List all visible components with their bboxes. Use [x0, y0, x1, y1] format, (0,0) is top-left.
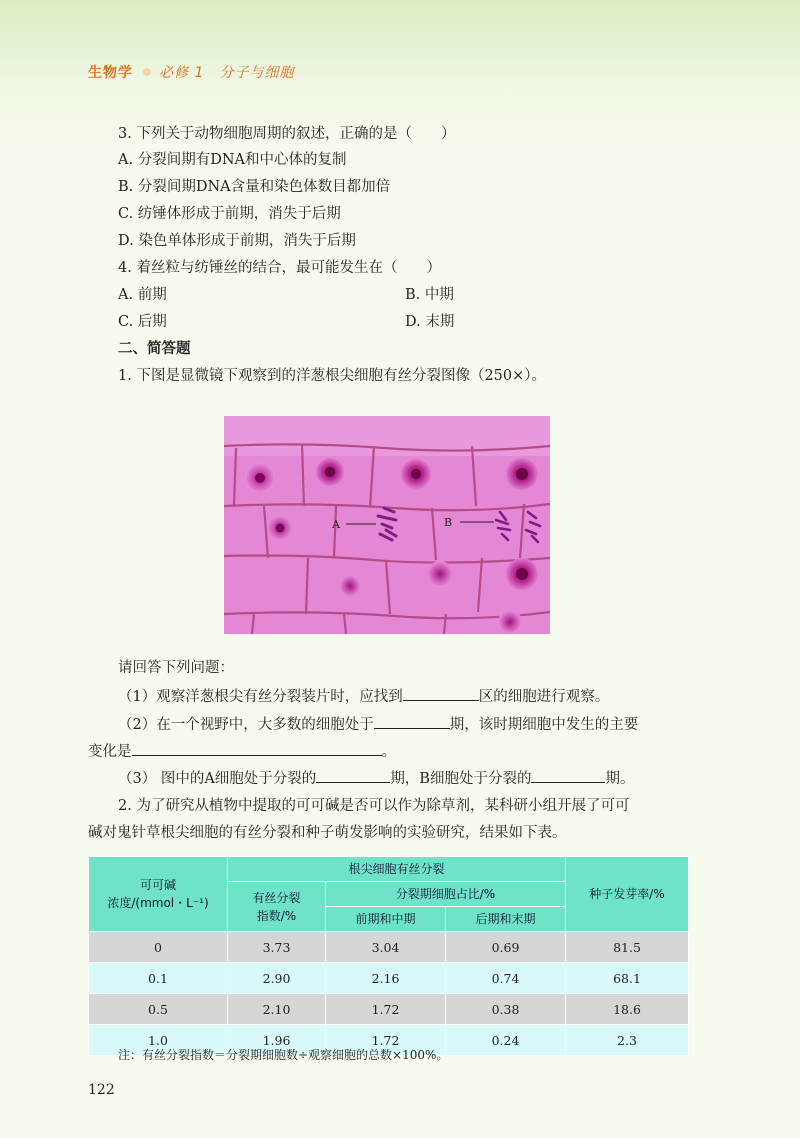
header-subject: 生物学: [88, 65, 133, 81]
running-header: [88, 62, 294, 82]
table-cell: 1.72: [326, 994, 446, 1025]
q4-stem: 4. 着丝粒与纺锤丝的结合，最可能发生在（ ）: [118, 260, 441, 276]
table-cell: 2.3: [566, 1025, 689, 1056]
q3-option-c: C. 纺锤体形成于前期，消失于后期: [118, 206, 341, 222]
table-cell: 68.1: [566, 963, 689, 994]
table-cell: 0.38: [446, 994, 566, 1025]
table-cell: 0.24: [446, 1025, 566, 1056]
s1-part1-text-b: 区的细胞进行观察。: [478, 689, 610, 705]
header-index: [228, 882, 326, 932]
header-concentration: [89, 857, 228, 932]
table-row: [89, 932, 689, 963]
header-course: 必修 1 分子与细胞: [159, 65, 295, 81]
table-cell: 1.96: [228, 1025, 326, 1056]
s1-part2-text-a: （2）在一个视野中，大多数的细胞处于: [118, 717, 374, 733]
table-cell: 1.0: [89, 1025, 228, 1056]
table-cell: 0.5: [89, 994, 228, 1025]
s1-part2-text-b: 期，该时期细胞中发生的主要: [449, 717, 639, 733]
header-index-line2: 指数/%: [256, 908, 297, 923]
answer-blank-1[interactable]: [403, 686, 479, 701]
s1-prompt: 请回答下列问题：: [118, 660, 234, 676]
table-cell: 3.73: [228, 932, 326, 963]
header-late-phase: 后期和末期: [446, 907, 566, 932]
s1-part2-text-d: 。: [381, 744, 396, 760]
s1-part3: [118, 768, 634, 789]
s1-part2-text-c: 变化是: [88, 744, 132, 760]
table-cell: 0.74: [446, 963, 566, 994]
table-cell: 0.1: [89, 963, 228, 994]
onion-root-tip-micrograph: [224, 416, 550, 634]
q4-option-b: B. 中期: [405, 287, 454, 303]
q4-option-c: C. 后期: [118, 314, 167, 330]
table-cell: 0: [89, 932, 228, 963]
table-cell: 2.16: [326, 963, 446, 994]
answer-blank-2[interactable]: [374, 714, 450, 729]
s1-part1-text-a: （1）观察洋葱根尖有丝分裂装片时，应找到: [118, 689, 403, 705]
cell-a-label: A: [332, 518, 340, 531]
page-number: 122: [88, 1082, 115, 1098]
s2-line2: 碱对鬼针草根尖细胞的有丝分裂和种子萌发影响的实验研究，结果如下表。: [88, 825, 567, 841]
table-cell: 0.69: [446, 932, 566, 963]
section-heading: 二、简答题: [118, 341, 191, 357]
table-cell: 1.72: [326, 1025, 446, 1056]
header-dot-icon: [143, 68, 151, 76]
q3-option-b: B. 分裂间期DNA含量和染色体数目都加倍: [118, 179, 391, 195]
answer-blank-4[interactable]: [316, 768, 390, 783]
s1-stem: 1. 下图是显微镜下观察到的洋葱根尖细胞有丝分裂图像（250×）。: [118, 368, 547, 384]
table-cell: 2.90: [228, 963, 326, 994]
s1-part1: [118, 686, 609, 707]
answer-blank-5[interactable]: [531, 768, 605, 783]
answer-blank-3[interactable]: [132, 741, 382, 756]
q3-option-d: D. 染色单体形成于前期，消失于后期: [118, 233, 356, 249]
table-row: [89, 963, 689, 994]
table-cell: 18.6: [566, 994, 689, 1025]
q4-option-a: A. 前期: [118, 287, 167, 303]
q4-option-d: D. 末期: [405, 314, 455, 330]
table-row: [89, 994, 689, 1025]
header-concentration-line2: 浓度/(mmol・L⁻¹): [107, 896, 209, 910]
cell-b-label: B: [444, 516, 453, 529]
table-cell: 2.10: [228, 994, 326, 1025]
header-index-line1: 有丝分裂: [252, 890, 301, 905]
s1-part3-text-a: （3） 图中的A细胞处于分裂的: [118, 771, 317, 787]
q3-stem: 3. 下列关于动物细胞周期的叙述，正确的是（ ）: [118, 126, 456, 142]
header-mitosis: 根尖细胞有丝分裂: [228, 857, 566, 882]
table-cell: 3.04: [326, 932, 446, 963]
s1-part3-text-c: 期。: [605, 771, 635, 787]
s1-part3-text-b: 期，B细胞处于分裂的: [390, 771, 532, 787]
s1-part2-cont: [88, 741, 396, 762]
header-concentration-line1: 可可碱: [139, 878, 176, 892]
header-germination: 种子发芽率/%: [566, 857, 689, 932]
table-note: 注：有丝分裂指数＝分裂期细胞数÷观察细胞的总数×100%。: [118, 1048, 449, 1062]
header-phase-ratio: 分裂期细胞占比/%: [326, 882, 566, 907]
s1-part2: [118, 714, 638, 735]
s2-line1: 2. 为了研究从植物中提取的可可碱是否可以作为除草剂，某科研小组开展了可可: [118, 798, 630, 814]
results-table: [88, 856, 689, 1056]
table-cell: 81.5: [566, 932, 689, 963]
header-early-phase: 前期和中期: [326, 907, 446, 932]
q3-option-a: A. 分裂间期有DNA和中心体的复制: [118, 152, 347, 168]
